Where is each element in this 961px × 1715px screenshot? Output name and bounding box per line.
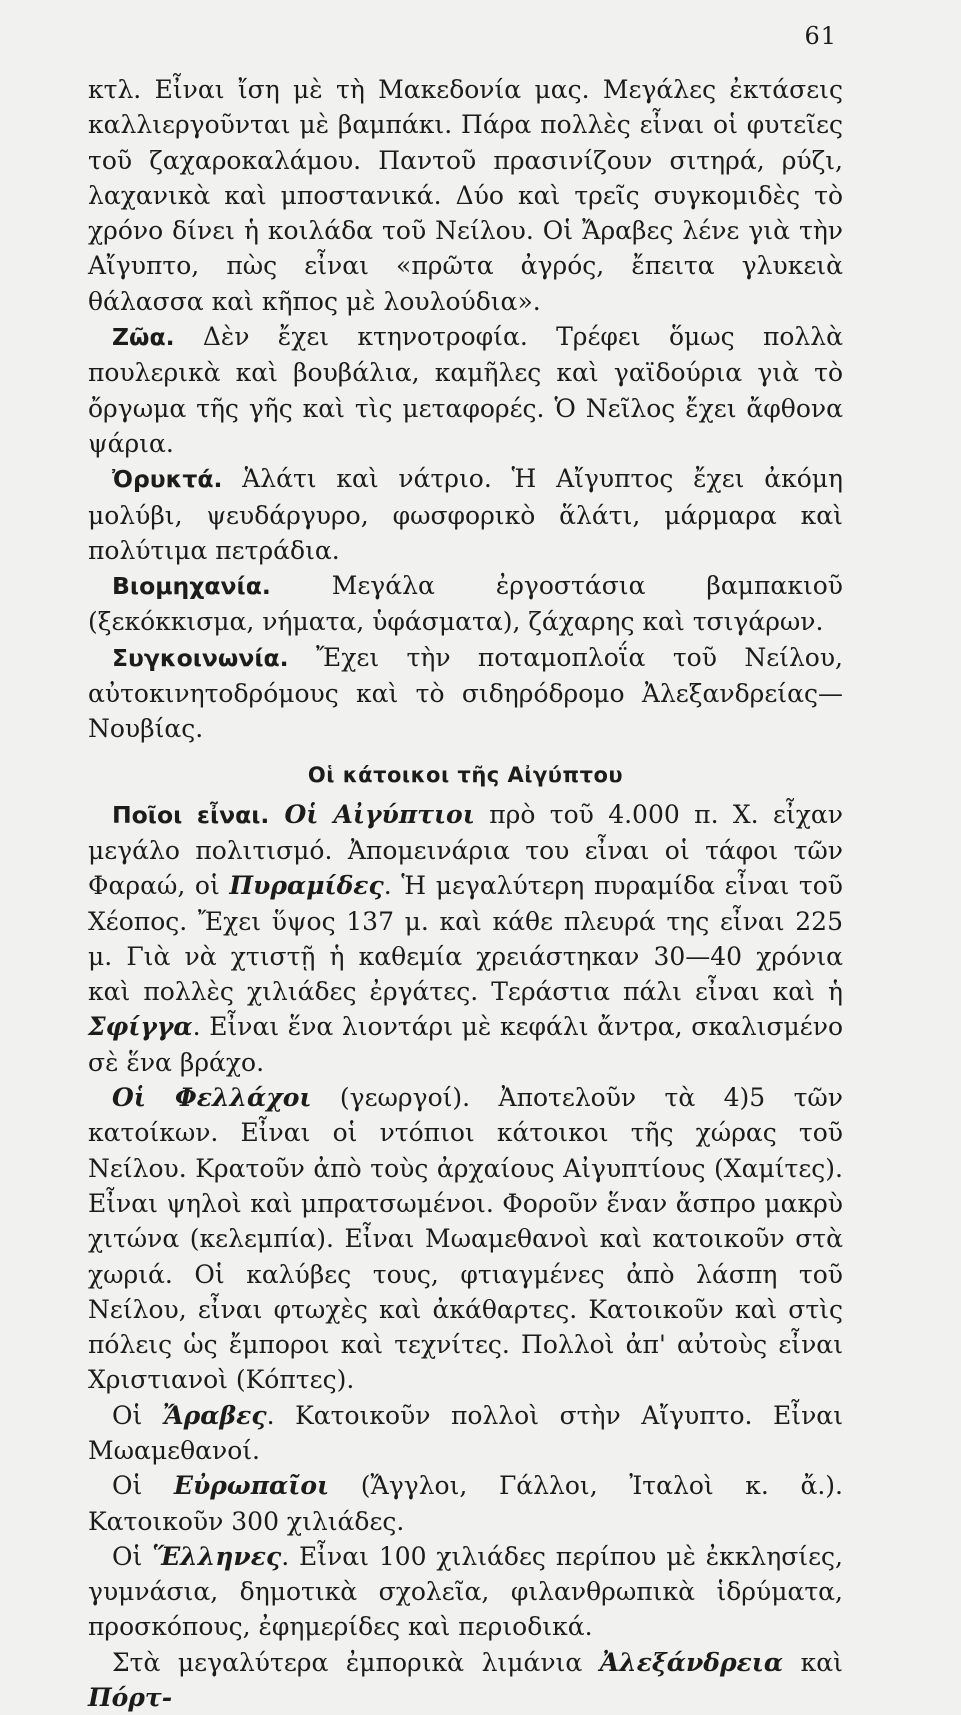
- paragraph-limania: [88, 1645, 843, 1715]
- text-evropaioi: (Ἄγγλοι, Γάλλοι, Ἰταλοὶ κ. ἄ.). Κατοικοῦν 300 χιλιάδες.: [88, 1471, 843, 1536]
- text-viomichania: Μεγάλα ἐργοστάσια βαμπακιοῦ (ξεκόκκισμα, νήματα, ὑφάσματα), ζάχαρης καὶ τσιγάρων.: [88, 571, 843, 637]
- heading-poioi: Ποῖοι εἶναι.: [112, 800, 270, 829]
- term-fellachoi: Οἱ Φελλάχοι: [112, 1083, 312, 1113]
- text-poioi-1: πρὸ τοῦ 4.000 π. Χ. εἶχαν μεγάλο πολιτισμό. Ἀπομεινάρια του εἶναι οἱ τάφοι τῶν Φαραώ, οἱ: [88, 799, 843, 901]
- heading-orykta: Ὀρυκτά.: [112, 465, 223, 494]
- term-araves: Ἄραβες: [162, 1400, 267, 1430]
- heading-sygkoinonia: Συγκοινωνία.: [112, 643, 289, 672]
- text-araves: . Κατοικοῦν πολλοὶ στὴν Αἴγυπτο. Εἶναι Μωαμεθανοί.: [88, 1400, 843, 1465]
- text-limania-2: καὶ: [783, 1647, 843, 1677]
- term-evropaioi: Εὐρωπαῖοι: [173, 1471, 330, 1501]
- paragraph-zoa: [88, 319, 843, 461]
- paragraph-orykta: [88, 461, 843, 568]
- text-zoa: Δὲν ἔχει κτηνοτροφία. Τρέφει ὅμως πολλὰ πουλερικὰ καὶ βουβάλια, καμῆλες καὶ γαϊδούρια γιὰ τὸ ὄργωμα τῆς γῆς καὶ τὶς μεταφορές. Ὁ Νεῖλος ἔχει ἄφθονα ψάρια.: [88, 322, 843, 458]
- paragraph-poioi: [88, 797, 843, 1080]
- paragraph-intro: κτλ. Εἶναι ἴση μὲ τὴ Μακεδονία μας. Μεγάλες ἐκτάσεις καλλιεργοῦνται μὲ βαμπάκι. Πάρα πολλὲς εἶναι οἱ φυτεῖες τοῦ ζαχαροκαλάμου. Παντοῦ πρασινίζουν σιτηρά, ρύζι, λαχανικὰ καὶ μποστανικά. Δύο καὶ τρεῖς συγκομιδὲς τὸ χρόνο δίνει ἡ κοιλάδα τοῦ Νείλου. Οἱ Ἄραβες λένε γιὰ τὴν Αἴγυπτο, πὼς εἶναι «πρῶτα ἀγρός, ἔπειτα γλυκειὰ θάλασσα καὶ κῆπος μὲ λουλούδια».: [88, 75, 843, 316]
- term-aigyptioi: Οἱ Αἰγύπτιοι: [269, 799, 475, 829]
- page-number: 61: [804, 22, 837, 50]
- section-title: Οἱ κάτοικοι τῆς Αἰγύπτου: [307, 762, 624, 787]
- heading-viomichania: Βιομηχανία.: [112, 572, 271, 601]
- paragraph-fellachoi: [88, 1080, 843, 1398]
- term-port: Πόρτ-: [88, 1683, 173, 1713]
- heading-zoa: Ζῶα.: [112, 323, 175, 352]
- text-fellachoi: (γεωργοί). Ἀποτελοῦν τὰ 4)5 τῶν κατοίκων. Εἶναι οἱ ντόπιοι κάτοικοι τῆς χώρας τοῦ Νείλου. Κρατοῦν ἀπὸ τοὺς ἀρχαίους Αἰγυπτίους (Χαμίτες). Εἶναι ψηλοὶ καὶ μπρατσωμένοι. Φοροῦν ἕναν ἄσπρο μακρὺ χιτώνα (κελεμπία). Εἶναι Μωαμεθανοὶ καὶ κατοικοῦν στὰ χωριά. Οἱ καλύβες τους, φτιαγμένες ἀπὸ λάσπη τοῦ Νείλου, εἶναι φτωχὲς καὶ ἀκάθαρτες. Κατοικοῦν καὶ στὶς πόλεις ὡς ἔμποροι καὶ τεχνίτες. Πολλοὶ ἀπ' αὐτοὺς εἶναι Χριστιανοὶ (Κόπτες).: [88, 1083, 843, 1395]
- prefix-evropaioi: Οἱ: [112, 1471, 174, 1501]
- term-sfigga: Σφίγγα: [88, 1012, 193, 1042]
- text-poioi-2: . Ἡ μεγαλύτερη πυραμίδα εἶναι τοῦ Χέοπος. Ἔχει ὕψος 137 μ. καὶ κάθε πλευρά της εἶναι 225 μ. Γιὰ νὰ χτιστῇ ἡ καθεμία χρειάστηκαν 30—40 χρόνια καὶ πολλὲς χιλιάδες ἐργάτες. Τεράστια πάλι εἶναι καὶ ἡ: [88, 871, 843, 1007]
- term-ellines: Ἕλληνες: [152, 1541, 282, 1571]
- text-orykta: Ἁλάτι καὶ νάτριο. Ἡ Αἴγυπτος ἔχει ἀκόμη μολύβι, ψευδάργυρο, φωσφορικὸ ἅλάτι, μάρμαρα καὶ πολύτιμα πετράδια.: [88, 464, 843, 565]
- paragraph-sygkoinonia: [88, 640, 843, 747]
- term-pyramides: Πυραμίδες: [229, 871, 384, 901]
- paragraph-ellines: [88, 1539, 843, 1645]
- prefix-araves: Οἱ: [112, 1400, 163, 1430]
- paragraph-viomichania: [88, 568, 843, 640]
- text-limania-1: Στὰ μεγαλύτερα ἐμπορικὰ λιμάνια: [112, 1647, 600, 1677]
- term-alexandreia: Ἀλεξάνδρεια: [599, 1647, 784, 1677]
- paragraph-araves: [88, 1398, 843, 1469]
- text-ellines: . Εἶναι 100 χιλιάδες περίπου μὲ ἐκκλησίες, γυμνάσια, δημοτικὰ σχολεῖα, φιλανθρωπικὰ ἱδρύματα, προσκόπους, ἐφημερίδες καὶ περιοδικά.: [88, 1541, 844, 1642]
- text-poioi-3: . Εἶναι ἕνα λιοντάρι μὲ κεφάλι ἄντρα, σκαλισμένο σὲ ἕνα βράχο.: [88, 1012, 843, 1077]
- paragraph-evropaioi: [88, 1468, 843, 1539]
- text-sygkoinonia: Ἔχει τὴν ποταμοπλοΐα τοῦ Νείλου, αὐτοκινητοδρόμους καὶ τὸ σιδηρόδρομο Ἀλεξανδρείας—Νουβίας.: [88, 642, 843, 744]
- prefix-ellines: Οἱ: [112, 1541, 153, 1571]
